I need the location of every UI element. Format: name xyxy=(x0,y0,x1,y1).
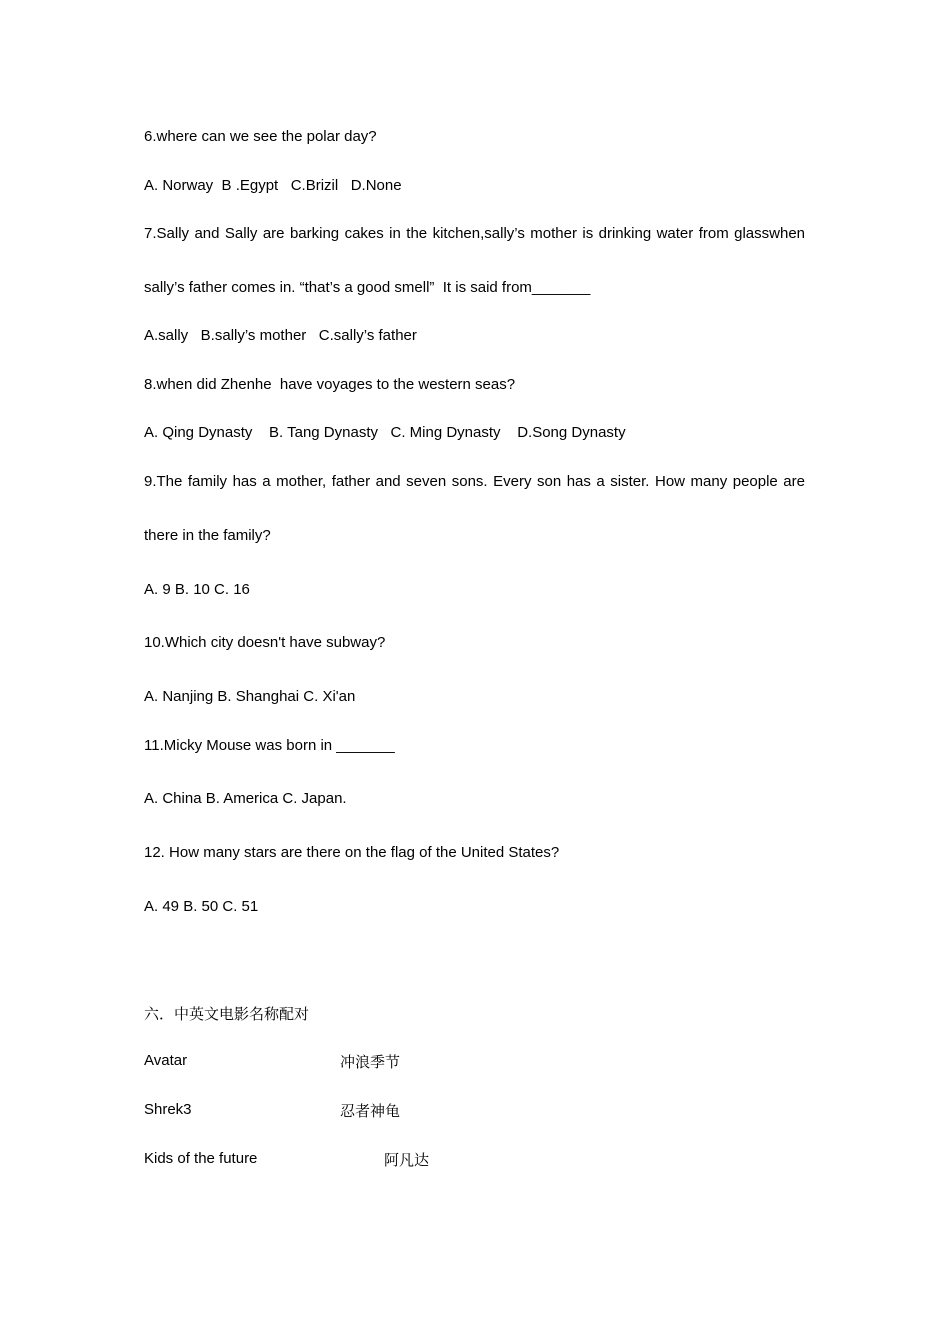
movie-chinese-name: 冲浪季节 xyxy=(340,1053,401,1071)
question-10-options: A. Nanjing B. Shanghai C. Xi'an xyxy=(144,688,356,705)
question-11-options: A. China B. America C. Japan. xyxy=(144,790,347,807)
movie-chinese-name: 忍者神龟 xyxy=(340,1102,401,1120)
question-12-options: A. 49 B. 50 C. 51 xyxy=(144,898,259,915)
question-9-text-line-2: there in the family? xyxy=(144,527,271,544)
question-6-options: A. Norway B .Egypt C.Brizil D.None xyxy=(144,177,402,194)
question-9-options: A. 9 B. 10 C. 16 xyxy=(144,581,250,598)
question-9-text-line-1: 9.The family has a mother, father and seven sons. Every son has a sister. How many people are xyxy=(144,473,805,490)
question-8-options: A. Qing Dynasty B. Tang Dynasty C. Ming Dynasty D.Song Dynasty xyxy=(144,424,626,441)
question-11-text: 11.Micky Mouse was born in _______ xyxy=(144,737,395,754)
question-7-text-line-1: 7.Sally and Sally are barking cakes in the kitchen,sally’s mother is drinking water from glasswhen xyxy=(144,225,805,242)
question-10-text: 10.Which city doesn't have subway? xyxy=(144,634,386,651)
question-8-text: 8.when did Zhenhe have voyages to the western seas? xyxy=(144,376,516,393)
question-6-text: 6.where can we see the polar day? xyxy=(144,128,377,145)
movie-english-name: Shrek3 xyxy=(144,1101,192,1118)
question-12-text: 12. How many stars are there on the flag of the United States? xyxy=(144,844,560,861)
question-7-text-line-2: sally’s father comes in. “that’s a good smell” It is said from_______ xyxy=(144,279,591,296)
movie-english-name: Avatar xyxy=(144,1052,188,1069)
question-7-options: A.sally B.sally’s mother C.sally’s father xyxy=(144,327,417,344)
section-six-heading: 六．中英文电影名称配对 xyxy=(144,1005,310,1023)
movie-english-name: Kids of the future xyxy=(144,1150,258,1167)
movie-chinese-name: 阿凡达 xyxy=(384,1151,430,1169)
